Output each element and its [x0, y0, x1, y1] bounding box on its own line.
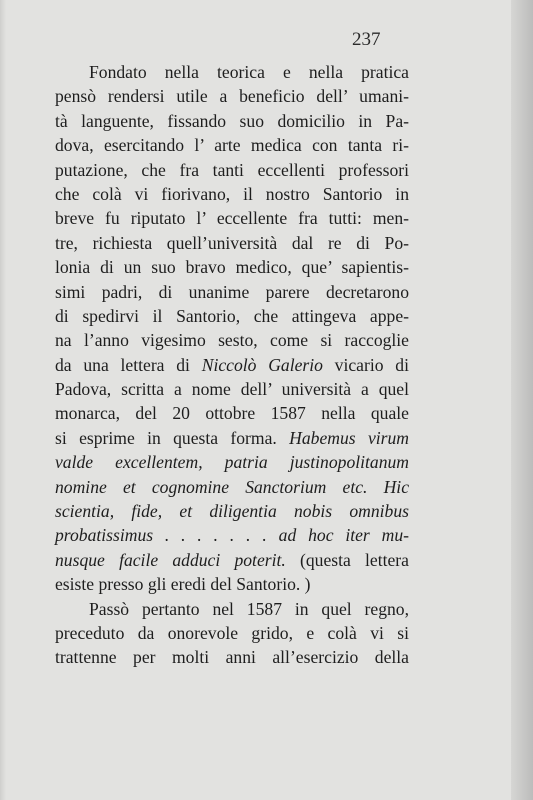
text-span: pensò rendersi utile a beneficio dell’ umani- — [55, 86, 409, 107]
book-spine-shadow — [511, 0, 533, 800]
text-span: trattenne per molti anni all’esercizio della — [55, 647, 409, 668]
body-text — [55, 60, 409, 670]
italic-text-span: Niccolò Galerio — [201, 354, 323, 375]
text-line — [55, 84, 409, 108]
text-span: si esprime in questa forma. — [55, 427, 290, 448]
text-line — [55, 133, 409, 157]
text-line — [55, 450, 409, 474]
text-span: putazione, che fra tanti eccellenti professori — [55, 159, 409, 180]
text-span: vicario di — [322, 354, 409, 375]
text-line — [55, 328, 409, 352]
text-span: monarca, del 20 ottobre 1587 nella quale — [55, 403, 409, 424]
page-edge-shadow — [0, 0, 6, 800]
text-line — [55, 572, 409, 596]
text-span: di spedirvi il Santorio, che attingeva appe- — [55, 305, 409, 326]
text-span: na l’anno vigesimo sesto, come si raccoglie — [55, 330, 409, 351]
italic-text-span: Habemus virum — [289, 427, 409, 448]
text-line — [55, 523, 409, 547]
text-span: esiste presso gli eredi del Santorio. ) — [55, 574, 311, 595]
text-line — [55, 353, 409, 377]
text-line — [55, 499, 409, 523]
italic-text-span: nomine et cognomine Sanctorium etc. Hic — [55, 476, 409, 497]
text-line — [55, 109, 409, 133]
text-line — [55, 280, 409, 304]
italic-text-span: valde excellentem, patria justinopolitanum — [55, 452, 409, 473]
text-line — [55, 645, 409, 669]
page-number: 237 — [352, 29, 381, 50]
text-line — [55, 158, 409, 182]
italic-text-span: scientia, fide, et diligentia nobis omnibus — [55, 501, 409, 522]
text-span: Passò pertanto nel 1587 in quel regno, — [89, 598, 409, 619]
text-span: lonia di un suo bravo medico, que’ sapientis- — [55, 257, 409, 278]
text-span: tre, richiesta quell’università dal re di Po- — [55, 232, 409, 253]
text-line — [55, 377, 409, 401]
text-line — [55, 231, 409, 255]
text-line — [55, 401, 409, 425]
italic-text-span: nusque facile adduci poterit. — [55, 549, 286, 570]
text-line — [55, 597, 409, 621]
text-line — [55, 255, 409, 279]
text-line — [55, 426, 409, 450]
text-line — [55, 206, 409, 230]
text-line — [55, 548, 409, 572]
text-line — [55, 621, 409, 645]
text-span: simi padri, di unanime parere decretarono — [55, 281, 409, 302]
text-span: (questa lettera — [285, 549, 409, 570]
italic-text-span: probatissimus . . . . . . . ad hoc iter mu- — [55, 525, 409, 546]
text-span: Padova, scritta a nome dell’ università a quel — [55, 379, 409, 400]
text-span: che colà vi fiorivano, il nostro Santorio in — [55, 183, 409, 204]
text-line — [55, 475, 409, 499]
text-span: dova, esercitando l’ arte medica con tanta ri- — [55, 135, 409, 156]
text-span: Fondato nella teorica e nella pratica — [89, 62, 409, 82]
text-span: tà languente, fissando suo domicilio in Pa- — [55, 110, 409, 131]
text-span: preceduto da onorevole grido, e colà vi si — [55, 622, 409, 643]
text-line — [55, 304, 409, 328]
text-span: da una lettera di — [55, 354, 202, 375]
text-line — [55, 60, 409, 84]
text-line — [55, 182, 409, 206]
text-span: breve fu riputato l’ eccellente fra tutti: men- — [55, 208, 409, 229]
